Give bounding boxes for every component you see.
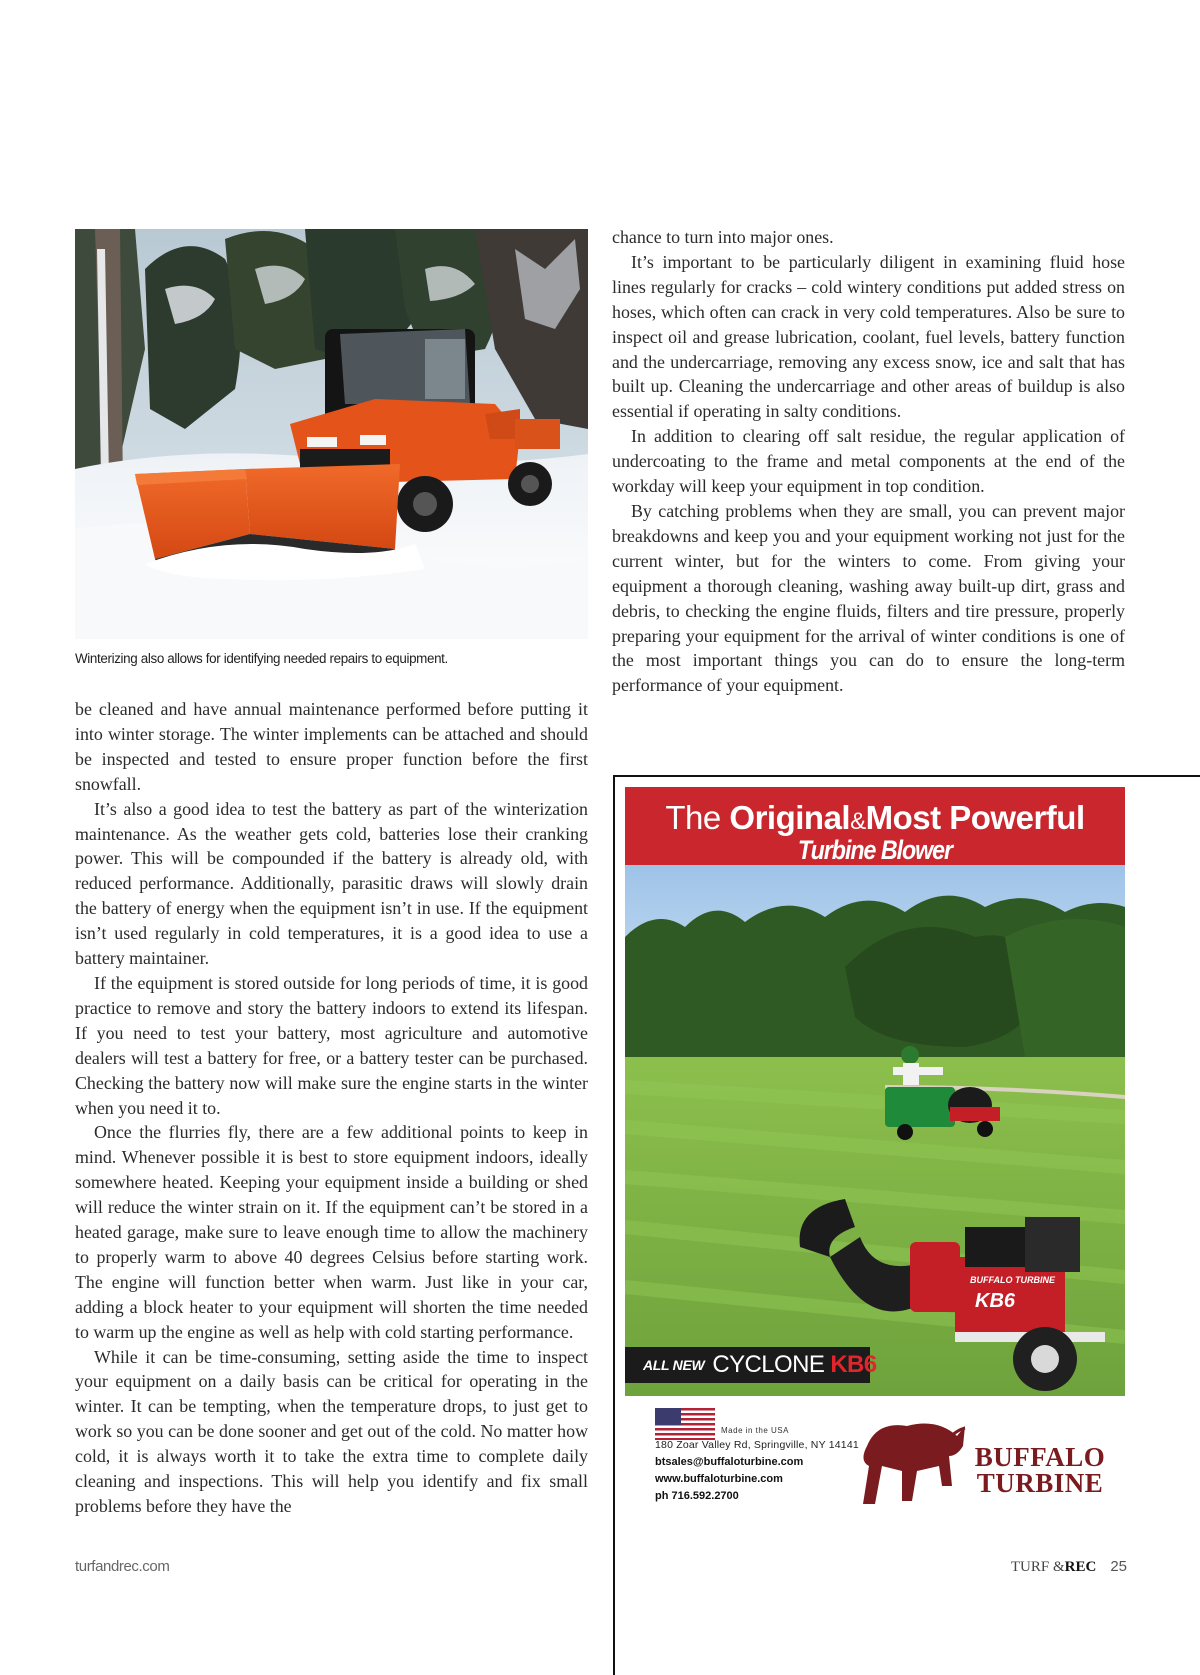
golf-course-scene-image — [625, 787, 1125, 1396]
page-number: 25 — [1110, 1558, 1127, 1575]
buffalo-turbine-advertisement[interactable] — [625, 787, 1125, 1535]
product-banner — [625, 1347, 877, 1383]
paragraph: While it can be time-consuming, setting aside the time to inspect your equipment on a daily basis can be critical for operating in the winter. It can be tempting, when the temperature drops, to just get to work so you can be done sooner and get out of the cold. No matter how cold, it is always worth it to take the extra time to complete daily cleaning and inspections. This will help you identify and fix small problems before they have the — [75, 1346, 588, 1516]
paragraph: If the equipment is stored outside for long periods of time, it is good practice to remove and story the battery indoors to extend its lifespan. If you need to test your battery, most agriculture and automotive dealers will test a battery for free, or a battery tester can be purchased. Checking the battery now will make sure the engine starts in the winter when you need it to. — [75, 972, 588, 1118]
machine-label-brand: BUFFALO TURBINE — [970, 1275, 1055, 1285]
ad-address: 180 Zoar Valley Rd, Springville, NY 14141 — [655, 1439, 859, 1451]
ad-email[interactable]: btsales@buffaloturbine.com — [655, 1456, 804, 1468]
paragraph: It’s important to be particularly diligent in examining fluid hose lines regularly for cracks – cold wintery conditions put added stress on hoses, which often can crack in very cold temperatures. Also be sure to inspect oil and grease lubrication, coolant, fuel levels, battery function and the undercarriage, removing any excess snow, ice and salt that has built up. Cleaning the undercarriage and other areas of buildup is also essential if operating in salty conditions. — [612, 251, 1125, 422]
ad-phone: ph 716.592.2700 — [655, 1490, 739, 1502]
paragraph: chance to turn into major ones. — [612, 227, 834, 247]
footer-magazine: TURF &REC 25 — [1010, 1558, 1127, 1575]
brand-logo-text: BUFFALO TURBINE — [974, 1442, 1106, 1498]
ad-website[interactable]: www.buffaloturbine.com — [655, 1473, 783, 1485]
product-name: CYCLONE KB6 — [712, 1351, 877, 1378]
article-photo — [75, 229, 588, 639]
paragraph: It’s also a good idea to test the battery as part of the winterization maintenance. As the weather gets cold, batteries lose their cranking power. This will be compounded if the battery is already old, with reduced performance. Additionally, parasitic draws will slowly drain the battery of energy when the equipment isn’t in use. If the equipment isn’t used regularly in cold temperatures, it is a good idea to use a battery maintainer. — [75, 798, 588, 969]
footer-website: turfandrec.com — [75, 1558, 170, 1575]
ad-subheadline: Turbine Blower — [797, 835, 953, 865]
machine-label-model: KB6 — [975, 1290, 1016, 1312]
paragraph: Once the flurries fly, there are a few additional points to keep in mind. Whenever possible it is best to store equipment indoors, ideally somewhere heated. Keeping your equipment inside a building or shed will reduce the winter strain on it. If the equipment can’t be stored in a heated garage, make sure to leave enough time to allow the machinery to properly warm to above 40 degrees Celsius before starting work. The engine will function better when warm. Just like in your car, adding a block heater to your equipment will shorten the time needed to warm up the engine as well as help with cold starting performance. — [75, 1122, 588, 1342]
us-flag-icon — [655, 1408, 715, 1440]
photo-caption: Winterizing also allows for identifying needed repairs to equipment. — [75, 651, 448, 666]
all-new-label: ALL NEW — [643, 1357, 705, 1373]
bull-logo-icon — [857, 1416, 967, 1511]
ad-headline: The Original&Most Powerful — [665, 799, 1085, 836]
snow-plow-utv-image — [75, 229, 588, 639]
made-in-usa-text: Made in the USA — [721, 1426, 789, 1435]
article-column-right — [612, 225, 1125, 698]
article-column-left — [75, 697, 588, 1519]
paragraph: In addition to clearing off salt residue, the regular application of undercoating to the frame and metal components at the end of the workday will keep your equipment in top condition. — [612, 426, 1125, 497]
paragraph: By catching problems when they are small, you can prevent major breakdowns and keep you and your equipment working not just for the current winter, but for the winters to come. From giving your equipment a thorough cleaning, washing away built-up dirt, grass and debris, to checking the engine fluids, filters and tire pressure, properly preparing your equipment for the arrival of winter conditions is one of the most important things you can do to ensure the long-term performance of your equipment. — [612, 500, 1125, 696]
ad-contact-panel — [625, 1396, 1125, 1535]
paragraph: be cleaned and have annual maintenance performed before putting it into winter storage. The winter implements can be attached and should be inspected and tested to ensure proper function before the first snowfall. — [75, 699, 588, 794]
